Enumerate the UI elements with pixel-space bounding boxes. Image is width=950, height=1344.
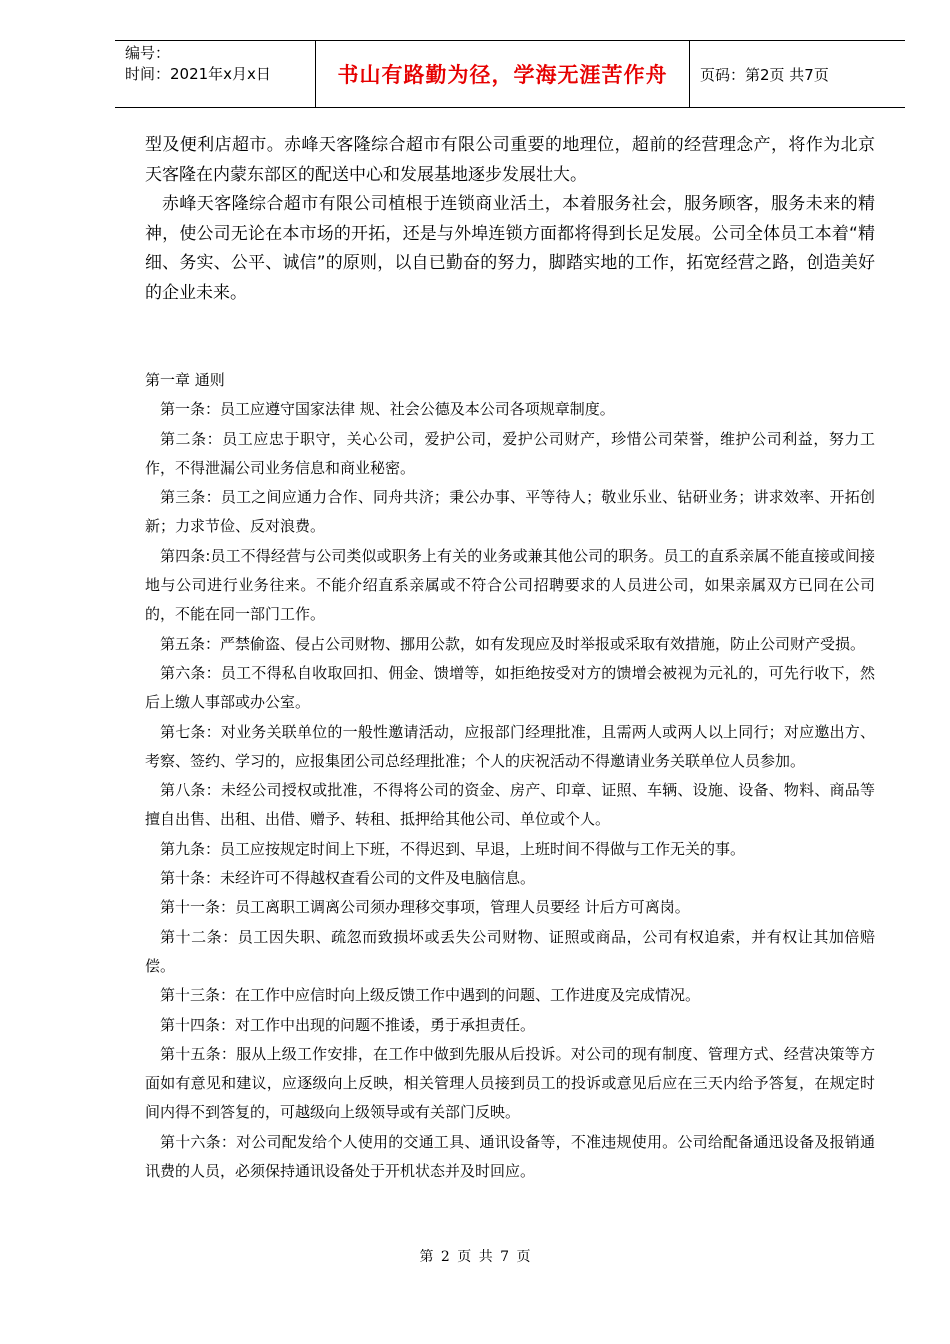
- intro-paragraph: 赤峰天客隆综合超市有限公司植根于连锁商业活土，本着服务社会，服务顾客，服务未来的精神，使公司无论在本市场的开拓，还是与外埠连锁方面都将得到长足发展。公司全体员工本着“精细、务实、公平、诚信”的原则，以自已勤奋的努力，脚踏实地的工作，拓宽经营之路，创造美好的企业未来。: [145, 194, 875, 303]
- article-paragraph: 第九条：员工应按规定时间上下班，不得迟到、早退，上班时间不得做与工作无关的事。: [160, 839, 746, 858]
- intro-paragraph: 型及便利店超市。赤峰天客隆综合超市有限公司重要的地理位，超前的经营理念产，将作为北京天客隆在内蒙东部区的配送中心和发展基地逐步发展壮大。: [145, 135, 875, 185]
- article-paragraph: 第七条：对业务关联单位的一般性邀请活动，应报部门经理批准，且需两人或两人以上同行；对应邀出方、考察、签约、学习的，应报集团公司总经理批准；个人的庆祝活动不得邀请业务关联单位人员参加。: [145, 722, 875, 770]
- article-paragraph: 第八条：未经公司授权或批准，不得将公司的资金、房产、印章、证照、车辆、设施、设备、物料、商品等擅自出售、出租、出借、赠予、转租、抵押给其他公司、单位或个人。: [145, 781, 875, 829]
- article-paragraph: 第十条：未经许可不得越权查看公司的文件及电脑信息。: [160, 869, 536, 888]
- header-meta: [125, 43, 315, 85]
- chapter-title: 第一章 通则: [145, 371, 225, 389]
- chapter-body: [145, 366, 875, 1186]
- document-time-label: 时间：2021年x月x日: [125, 65, 271, 83]
- article-paragraph: 第十三条：在工作中应信时向上级反馈工作中遇到的问题、工作进度及完成情况。: [160, 986, 701, 1005]
- article-paragraph: 第十二条：员工因失职、疏忽而致损坏或丢失公司财物、证照或商品，公司有权追索，并有权让其加倍赔偿。: [145, 927, 875, 975]
- article-paragraph: 第二条：员工应忠于职守，关心公司，爱护公司，爱护公司财产，珍惜公司荣誉，维护公司利益，努力工作，不得泄漏公司业务信息和商业秘密。: [145, 429, 875, 477]
- page-footer: 第 2 页 共 7 页: [419, 1249, 531, 1265]
- article-paragraph: 第十六条：对公司配发给个人使用的交通工具、通讯设备等，不准违规使用。公司给配备通迅设备及报销通讯费的人员，必须保持通讯设备处于开机状态并及时回应。: [145, 1132, 875, 1181]
- article-paragraph: 第一条：员工应遵守国家法律 规、社会公德及本公司各项规章制度。: [160, 400, 615, 419]
- article-paragraph: 第十一条：员工离职工调离公司须办理移交事项，管理人员要经 计后方可离岗。: [160, 898, 690, 917]
- intro-section: [145, 131, 875, 308]
- article-paragraph: 第五条：严禁偷盗、侵占公司财物、挪用公款，如有发现应及时举报或采取有效措施，防止公司财产受损。: [160, 634, 866, 653]
- header-divider: [689, 41, 690, 107]
- article-paragraph: 第四条:员工不得经营与公司类似或职务上有关的业务或兼其他公司的职务。员工的直系亲属不能直接或间接地与公司进行业务往来。不能介绍直系亲属或不符合公司招聘要求的人员进公司，如果亲属双方已同在公司的，不能在同一部门工作。: [145, 546, 875, 624]
- article-paragraph: 第十五条：服从上级工作安排，在工作中做到先服从后投诉。对公司的现有制度、管理方式、经营决策等方面如有意见和建议，应逐级向上反映，相关管理人员接到员工的投诉或意见后应在三天内给予答复，在规定时间内得不到答复的，可越级向上级领导或有关部门反映。: [145, 1044, 875, 1122]
- header-page-number: 页码：第2页 共7页: [700, 65, 829, 84]
- article-paragraph: 第十四条：对工作中出现的问题不推诿，勇于承担责任。: [160, 1015, 536, 1034]
- article-paragraph: 第六条：员工不得私自收取回扣、佣金、馈增等，如拒绝按受对方的馈增会被视为元礼的，可先行收下，然后上缴人事部或办公室。: [145, 663, 875, 712]
- document-number-label: 编号：: [125, 44, 171, 62]
- article-paragraph: 第三条：员工之间应通力合作、同舟共济；秉公办事、平等待人；敬业乐业、钻研业务；讲求效率、开拓创新；力求节俭、反对浪费。: [145, 488, 875, 536]
- header-motto: 书山有路勤为径，学海无涯苦作舟: [337, 62, 668, 87]
- page-header: [115, 40, 905, 108]
